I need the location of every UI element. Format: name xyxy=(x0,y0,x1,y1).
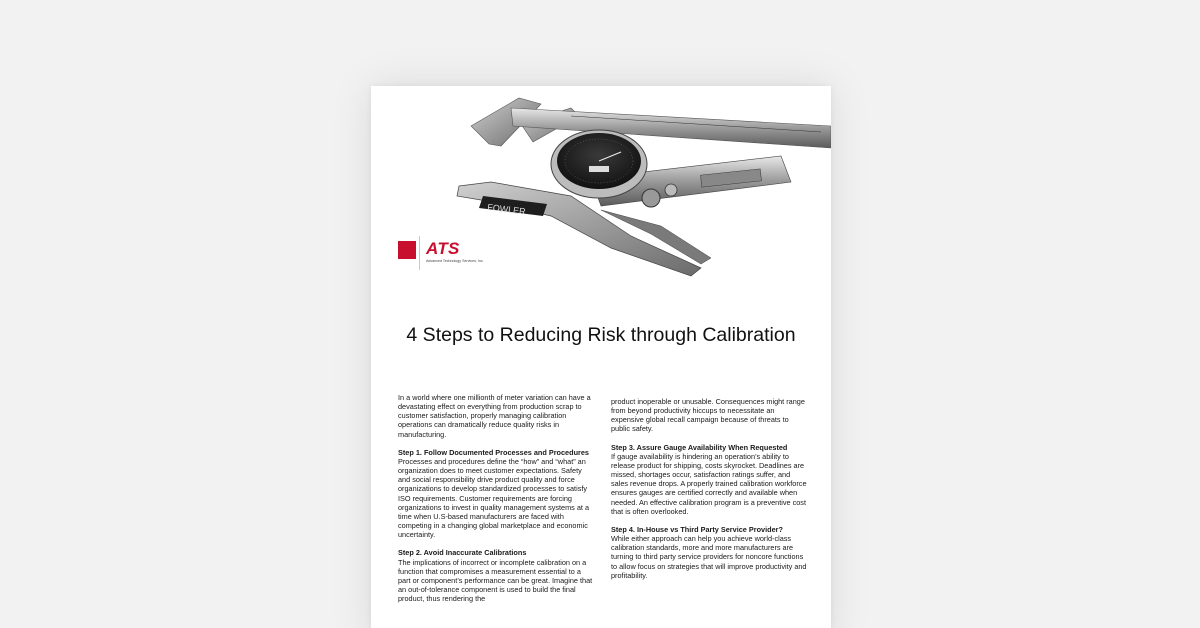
step-2 xyxy=(398,548,594,603)
document-page xyxy=(371,86,831,628)
step-heading: Step 1. Follow Documented Processes and Procedures xyxy=(398,447,589,457)
logo-subtitle: Advanced Technology Services, Inc. xyxy=(426,259,484,263)
logo-red-square xyxy=(398,241,416,259)
right-column xyxy=(611,397,807,580)
step-body: Processes and procedures define the “how” and “what” an organization does to meet customer expectations. Safety and social responsibility drive product quality and force organizations to develop standardized processes to satisfy ISO requirements. Customer requirements are forcing organizations to invest in quality management systems at a time when U.S-based manufacturers are faced with competing in a changing global marketplace and economic uncertainty. xyxy=(398,456,590,540)
intro-paragraph: In a world where one millionth of meter variation can have a devastating effect on everything from production scrap to customer satisfaction, properly managing calibration operations can dramatically reduce quality risks in manufacturing. xyxy=(398,393,591,439)
step-4 xyxy=(611,525,807,580)
svg-text:FOWLER: FOWLER xyxy=(486,202,527,217)
logo-name: ATS xyxy=(426,239,460,258)
step-2-continued: product inoperable or unusable. Consequences might range from beyond productivity hiccups to necessitate an expensive global recall campaign because of threats to public safety. xyxy=(611,397,805,434)
document-title: 4 Steps to Reducing Risk through Calibration xyxy=(406,324,796,346)
step-body: If gauge availability is hindering an operation’s ability to release product for shipping, costs skyrocket. Deadlines are missed, shortages occur, satisfaction ratings suffer, and sales revenue drops. A properly trained calibration workforce ensures gauges are certified correctly and available when needed. An effective calibration program is a preventive cost that is often overlooked. xyxy=(611,451,807,516)
left-column xyxy=(398,393,594,603)
step-1 xyxy=(398,448,594,540)
step-body: The implications of incorrect or incomplete calibration on a function that compromises a measurement essential to a part or component’s performance can be great. Imagine that an out-of-tolerance component is used to build the final product, thus rendering the xyxy=(398,557,593,604)
ats-logo xyxy=(398,236,518,276)
step-heading: Step 4. In-House vs Third Party Service Provider? xyxy=(611,524,783,534)
step-3 xyxy=(611,443,807,516)
step-body: While either approach can help you achieve world-class calibration standards, more and more manufacturers are turning to third party service providers for noncore functions to allow focus on strategies that will improve productivity and profitability. xyxy=(611,534,807,580)
step-heading: Step 3. Assure Gauge Availability When Requested xyxy=(611,442,788,452)
step-heading: Step 2. Avoid Inaccurate Calibrations xyxy=(398,548,527,558)
logo-divider xyxy=(419,236,420,270)
